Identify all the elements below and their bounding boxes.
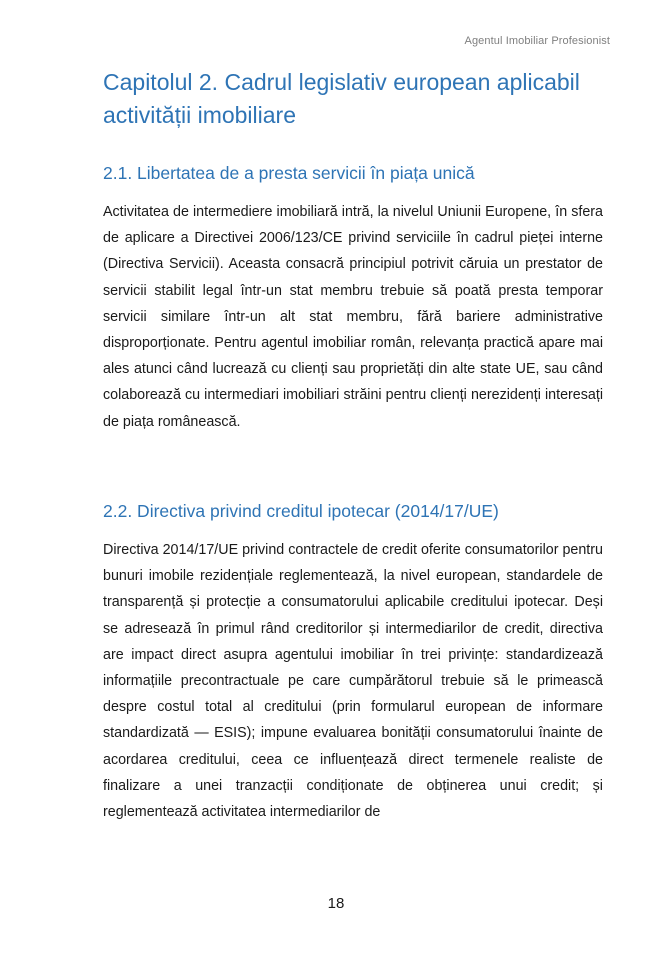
section-heading-2-2: 2.2. Directiva privind creditul ipotecar (2014/17/UE): [103, 501, 499, 521]
section-heading-2-1: 2.1. Libertatea de a presta servicii în piața unică: [103, 163, 475, 183]
page-number: 18: [327, 895, 345, 912]
section-paragraph-2-1: Activitatea de intermediere imobiliară intră, la nivelul Uniunii Europene, în sfera de aplicare a Directivei 2006/123/CE privind serviciile în cadrul pieței interne (Directiva Servicii). Aceasta consacră principiul potrivit căruia un prestator de servicii stabilit legal într-un stat membru trebuie să poată presta temporar servicii similare într-un alt stat membru, fără bariere administrative disproporționate. Pentru agentul imobiliar român, relevanța practică apare mai ales atunci când lucrează cu clienți sau proprietăți din alte state UE, sau când colaborează cu intermediari imobiliari străini pentru clienți nerezidenți interesați de piața românească.: [103, 204, 603, 430]
running-header: Agentul Imobiliar Profesionist: [464, 35, 610, 47]
section-paragraph-2-2: Directiva 2014/17/UE privind contractele de credit oferite consumatorilor pentru bunuri imobile rezidențiale reglementează, la nivel european, standardele de transparență și protecție a consumatorului aplicabile creditului ipotecar. Deși se adresează în primul rând creditorilor și intermediarilor de credit, directiva are impact direct asupra agentului imobiliar în trei privințe: standardizează informațiile precontractuale pe care cumpărătorul trebuie să le primească despre costul total al creditului (prin formularul european de informare standardizată — ESIS); impune evaluarea bonității consumatorului înainte de acordarea creditului, ceea ce influențează direct termenele realiste de finalizare a unei tranzacții condiționate de obținerea unui credit; și reglementează activitatea intermediarilor de: [103, 542, 603, 821]
chapter-title: Capitolul 2. Cadrul legislativ european aplicabil activității imobiliare: [103, 69, 580, 128]
